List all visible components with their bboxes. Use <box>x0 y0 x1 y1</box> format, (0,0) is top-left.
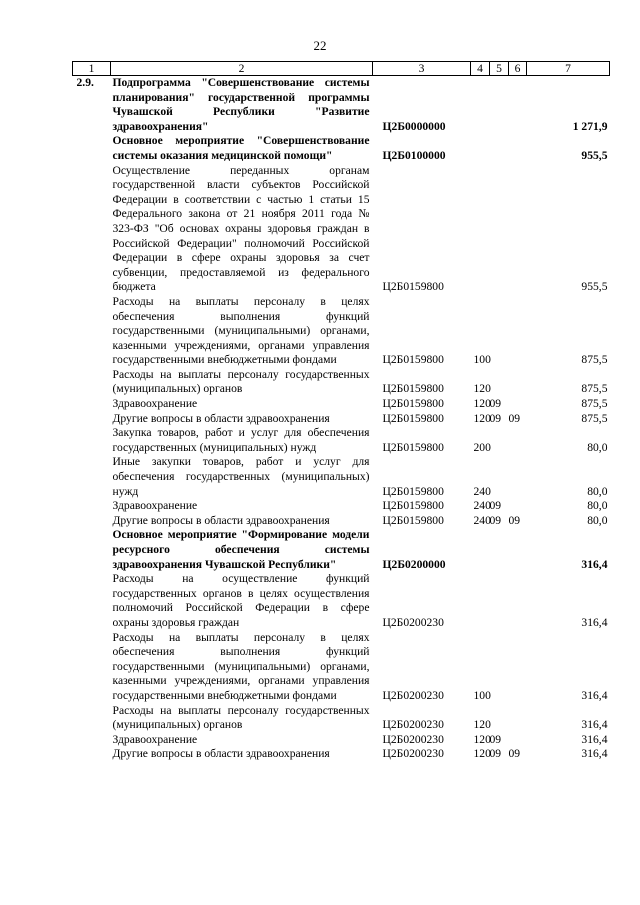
table-row <box>73 134 610 163</box>
target-article-code: Ц2Б0200230 <box>382 732 444 746</box>
target-article-code: Ц2Б0200230 <box>382 688 444 702</box>
subsection-code <box>509 134 527 163</box>
column-header-3: 3 <box>373 62 471 76</box>
table-row <box>73 747 610 762</box>
subsection-code: 09 <box>508 411 521 425</box>
target-article-code: Ц2Б0159800 <box>382 382 444 396</box>
row-number <box>73 455 111 499</box>
expense-type-code <box>471 134 490 163</box>
table-row <box>73 572 610 630</box>
row-name: Здравоохранение <box>112 397 198 411</box>
row-number <box>73 412 111 427</box>
target-article-code: Ц2Б0200230 <box>382 747 444 761</box>
budget-table <box>72 61 610 762</box>
row-number <box>73 528 111 572</box>
target-article-code: Ц2Б0159800 <box>382 440 444 454</box>
row-amount: 316,4 <box>581 557 608 571</box>
expense-type-code <box>471 164 490 295</box>
row-name: Закупка товаров, работ и услуг для обеспечения государственных (муниципальных) нужд <box>112 426 370 454</box>
expense-type-code: 120 <box>473 382 491 396</box>
row-amount: 875,5 <box>581 411 608 425</box>
section-code <box>490 572 509 630</box>
section-code <box>490 134 509 163</box>
subsection-code <box>509 76 527 135</box>
column-header-4: 4 <box>471 62 490 76</box>
target-article-code: Ц2Б0100000 <box>382 148 446 162</box>
row-number <box>73 134 111 163</box>
row-name: Другие вопросы в области здравоохранения <box>112 411 330 425</box>
target-article-code: Ц2Б0200230 <box>382 615 444 629</box>
row-name: Расходы на осуществление функций государственных органов в целях осуществления полномочий Российской Федерации в сфере охраны здоровья граждан <box>112 572 370 629</box>
column-header-5: 5 <box>490 62 509 76</box>
subsection-code: 09 <box>508 747 521 761</box>
table-row <box>73 76 610 135</box>
row-amount: 875,5 <box>581 397 608 411</box>
target-article-code: Ц2Б0159800 <box>382 513 444 527</box>
row-number <box>73 631 111 704</box>
target-article-code: Ц2Б0159800 <box>382 280 444 294</box>
table-row <box>73 631 610 704</box>
row-name: Расходы на выплаты персоналу государственных (муниципальных) органов <box>112 367 370 396</box>
row-number <box>73 514 111 529</box>
section-code <box>490 455 509 499</box>
row-name: Осуществление переданных органам государственной власти субъектов Российской Федерации в соответствии с частью 1 статьи 15 Федерального закона от 21 ноября 2011 года № 323-ФЗ "Об основах охраны здоровья граждан в Российской Федерации" полномочий Российской Федерации в сфере охраны здоровья за счет субвенции, предоставляемой из федерального бюджета <box>112 163 370 294</box>
row-amount: 80,0 <box>587 499 608 513</box>
expense-type-code: 240 <box>473 499 491 513</box>
table-row <box>73 368 610 397</box>
table-row <box>73 412 610 427</box>
expense-type-code: 240 <box>473 513 491 527</box>
subsection-code <box>509 499 527 514</box>
table-row <box>73 397 610 412</box>
row-name: Другие вопросы в области здравоохранения <box>112 513 330 527</box>
row-name: Расходы на выплаты персоналу в целях обеспечения выполнения функций государственными (муниципальными) органами, казенными учреждениями, органами управления государственными внебюджетными фондами <box>112 294 370 367</box>
expense-type-code: 100 <box>473 688 491 702</box>
row-number <box>73 733 111 748</box>
column-header-7: 7 <box>527 62 610 76</box>
target-article-code: Ц2Б0200000 <box>382 557 446 571</box>
section-code: 09 <box>489 499 502 513</box>
row-name: Подпрограмма "Совершенствование системы планирования" государственной программы Чувашской Республики "Развитие здравоохранения" <box>112 76 370 133</box>
expense-type-code <box>471 528 490 572</box>
section-code: 09 <box>489 747 502 761</box>
target-article-code: Ц2Б0000000 <box>382 119 446 133</box>
subsection-code <box>509 528 527 572</box>
subsection-code <box>509 368 527 397</box>
expense-type-code <box>471 76 490 135</box>
row-amount: 875,5 <box>581 353 608 367</box>
target-article-code: Ц2Б0159800 <box>382 499 444 513</box>
table-row <box>73 426 610 455</box>
expense-type-code: 120 <box>473 718 491 732</box>
row-amount: 316,4 <box>581 688 608 702</box>
row-amount: 875,5 <box>581 382 608 396</box>
table-row <box>73 514 610 529</box>
table-row <box>73 499 610 514</box>
row-name: Расходы на выплаты персоналу государственных (муниципальных) органов <box>112 703 370 732</box>
section-code <box>490 426 509 455</box>
row-amount: 80,0 <box>587 484 608 498</box>
row-amount: 80,0 <box>587 440 608 454</box>
section-code <box>490 704 509 733</box>
table-row <box>73 704 610 733</box>
expense-type-code <box>471 572 490 630</box>
row-number <box>73 397 111 412</box>
subsection-code <box>509 295 527 368</box>
section-code: 09 <box>489 411 502 425</box>
expense-type-code: 200 <box>473 440 491 454</box>
section-code: 09 <box>489 732 502 746</box>
row-amount: 955,5 <box>581 280 608 294</box>
row-number <box>73 704 111 733</box>
column-header-1: 1 <box>73 62 111 76</box>
row-number <box>73 368 111 397</box>
row-number: 2.9. <box>76 76 94 89</box>
row-amount: 316,4 <box>581 732 608 746</box>
section-code <box>490 368 509 397</box>
section-code <box>490 164 509 295</box>
expense-type-code: 100 <box>473 353 491 367</box>
row-name: Здравоохранение <box>112 499 198 513</box>
section-code <box>490 631 509 704</box>
row-number <box>73 747 111 762</box>
expense-type-code: 120 <box>473 397 491 411</box>
row-name: Основное мероприятие "Совершенствование системы оказания медицинской помощи" <box>112 134 370 162</box>
expense-type-code: 120 <box>473 747 491 761</box>
subsection-code <box>509 455 527 499</box>
section-code <box>490 295 509 368</box>
subsection-code <box>509 397 527 412</box>
table-row <box>73 164 610 295</box>
table-row <box>73 455 610 499</box>
subsection-code: 09 <box>508 513 521 527</box>
target-article-code: Ц2Б0159800 <box>382 353 444 367</box>
row-number <box>73 295 111 368</box>
row-name: Расходы на выплаты персоналу в целях обеспечения выполнения функций государственными (муниципальными) органами, казенными учреждениями, органами управления государственными внебюджетными фондами <box>112 630 370 702</box>
expense-type-code: 120 <box>473 732 491 746</box>
subsection-code <box>509 164 527 295</box>
target-article-code: Ц2Б0159800 <box>382 411 444 425</box>
row-number <box>73 164 111 295</box>
row-name: Другие вопросы в области здравоохранения <box>112 747 330 761</box>
row-name: Основное мероприятие "Формирование модели ресурсного обеспечения системы здравоохранения Чувашской Республики" <box>112 528 370 571</box>
row-name: Здравоохранение <box>112 732 198 746</box>
expense-type-code: 120 <box>473 411 491 425</box>
target-article-code: Ц2Б0200230 <box>382 718 444 732</box>
table-row <box>73 733 610 748</box>
page-number: 22 <box>313 38 327 53</box>
row-number <box>73 499 111 514</box>
subsection-code <box>509 704 527 733</box>
target-article-code: Ц2Б0159800 <box>382 397 444 411</box>
row-amount: 316,4 <box>581 615 608 629</box>
subsection-code <box>509 426 527 455</box>
section-code: 09 <box>489 513 502 527</box>
section-code <box>490 76 509 135</box>
table-row <box>73 295 610 368</box>
row-amount: 316,4 <box>581 718 608 732</box>
subsection-code <box>509 572 527 630</box>
section-code <box>490 528 509 572</box>
row-number <box>73 426 111 455</box>
row-amount: 1 271,9 <box>572 119 608 133</box>
expense-type-code: 240 <box>473 484 491 498</box>
row-number <box>73 572 111 630</box>
target-article-code: Ц2Б0159800 <box>382 484 444 498</box>
row-amount: 955,5 <box>581 148 608 162</box>
table-row <box>73 528 610 572</box>
row-name: Иные закупки товаров, работ и услуг для обеспечения государственных (муниципальных) нужд <box>112 455 370 498</box>
subsection-code <box>509 631 527 704</box>
row-amount: 316,4 <box>581 747 608 761</box>
row-amount: 80,0 <box>587 513 608 527</box>
column-number-header-row <box>73 62 610 76</box>
subsection-code <box>509 733 527 748</box>
section-code: 09 <box>489 397 502 411</box>
budget-rows <box>73 76 610 762</box>
column-header-6: 6 <box>509 62 527 76</box>
column-header-2: 2 <box>111 62 373 76</box>
